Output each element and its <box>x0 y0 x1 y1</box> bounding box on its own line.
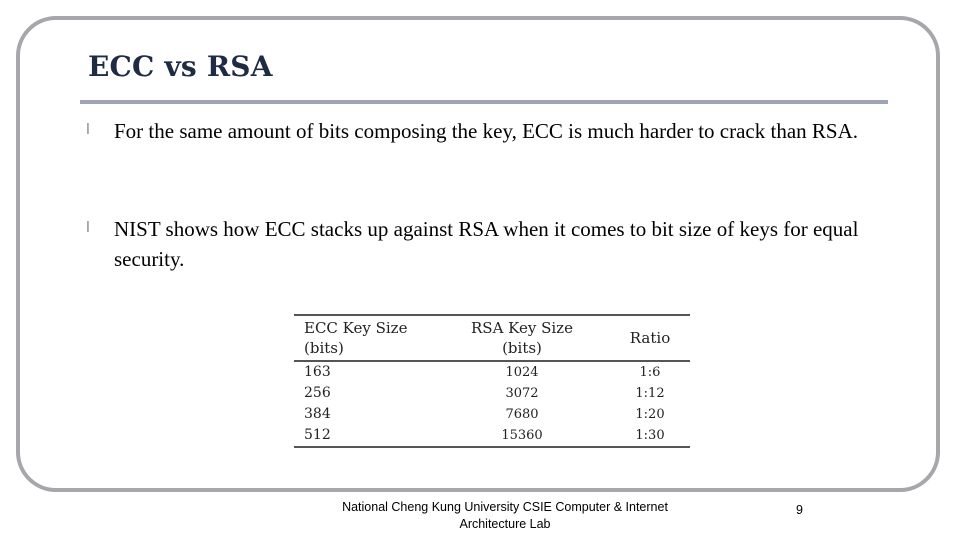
header-rsa-key-size <box>434 315 610 361</box>
slide-title: ECC vs RSA <box>88 50 273 83</box>
table-row <box>294 404 690 425</box>
rsa-cell: 3072 <box>505 386 539 401</box>
header-rsa-line2: (bits) <box>502 339 542 357</box>
ratio-cell: 1:12 <box>635 386 665 401</box>
header-rsa-line1: RSA Key Size <box>471 319 573 337</box>
header-ecc-line1: ECC Key Size <box>304 319 408 337</box>
header-ecc-key-size <box>294 315 434 361</box>
header-ecc-line2: (bits) <box>304 339 344 357</box>
slide-footer <box>300 499 710 533</box>
header-ratio <box>610 315 690 361</box>
ecc-cell: 512 <box>304 427 331 443</box>
bullet-marker-2: l <box>86 220 90 236</box>
ecc-cell: 256 <box>304 385 331 401</box>
title-divider <box>80 100 888 104</box>
footer-line-1: National Cheng Kung University CSIE Computer & Internet <box>342 500 668 514</box>
ratio-cell: 1:30 <box>635 428 665 443</box>
footer-line-2: Architecture Lab <box>459 517 551 531</box>
bullet-text-1: For the same amount of bits composing the key, ECC is much harder to crack than RSA. <box>114 119 859 143</box>
bullet-marker-1: l <box>86 122 90 138</box>
ratio-cell: 1:20 <box>635 407 665 422</box>
rsa-cell: 1024 <box>505 365 539 380</box>
table-row <box>294 383 690 404</box>
rsa-cell: 7680 <box>505 407 539 422</box>
table-row <box>294 361 690 383</box>
header-ratio-line1: Ratio <box>629 329 671 347</box>
bullet-text-2: NIST shows how ECC stacks up against RSA when it comes to bit size of keys for equal security. <box>114 217 859 271</box>
ecc-cell: 163 <box>304 364 331 380</box>
page-number: 9 <box>796 503 803 517</box>
rsa-cell: 15360 <box>501 428 543 443</box>
table-header-row <box>294 315 690 361</box>
key-size-table <box>294 314 690 448</box>
ecc-cell: 384 <box>304 406 331 422</box>
table-row <box>294 425 690 447</box>
ratio-cell: 1:6 <box>639 365 661 380</box>
